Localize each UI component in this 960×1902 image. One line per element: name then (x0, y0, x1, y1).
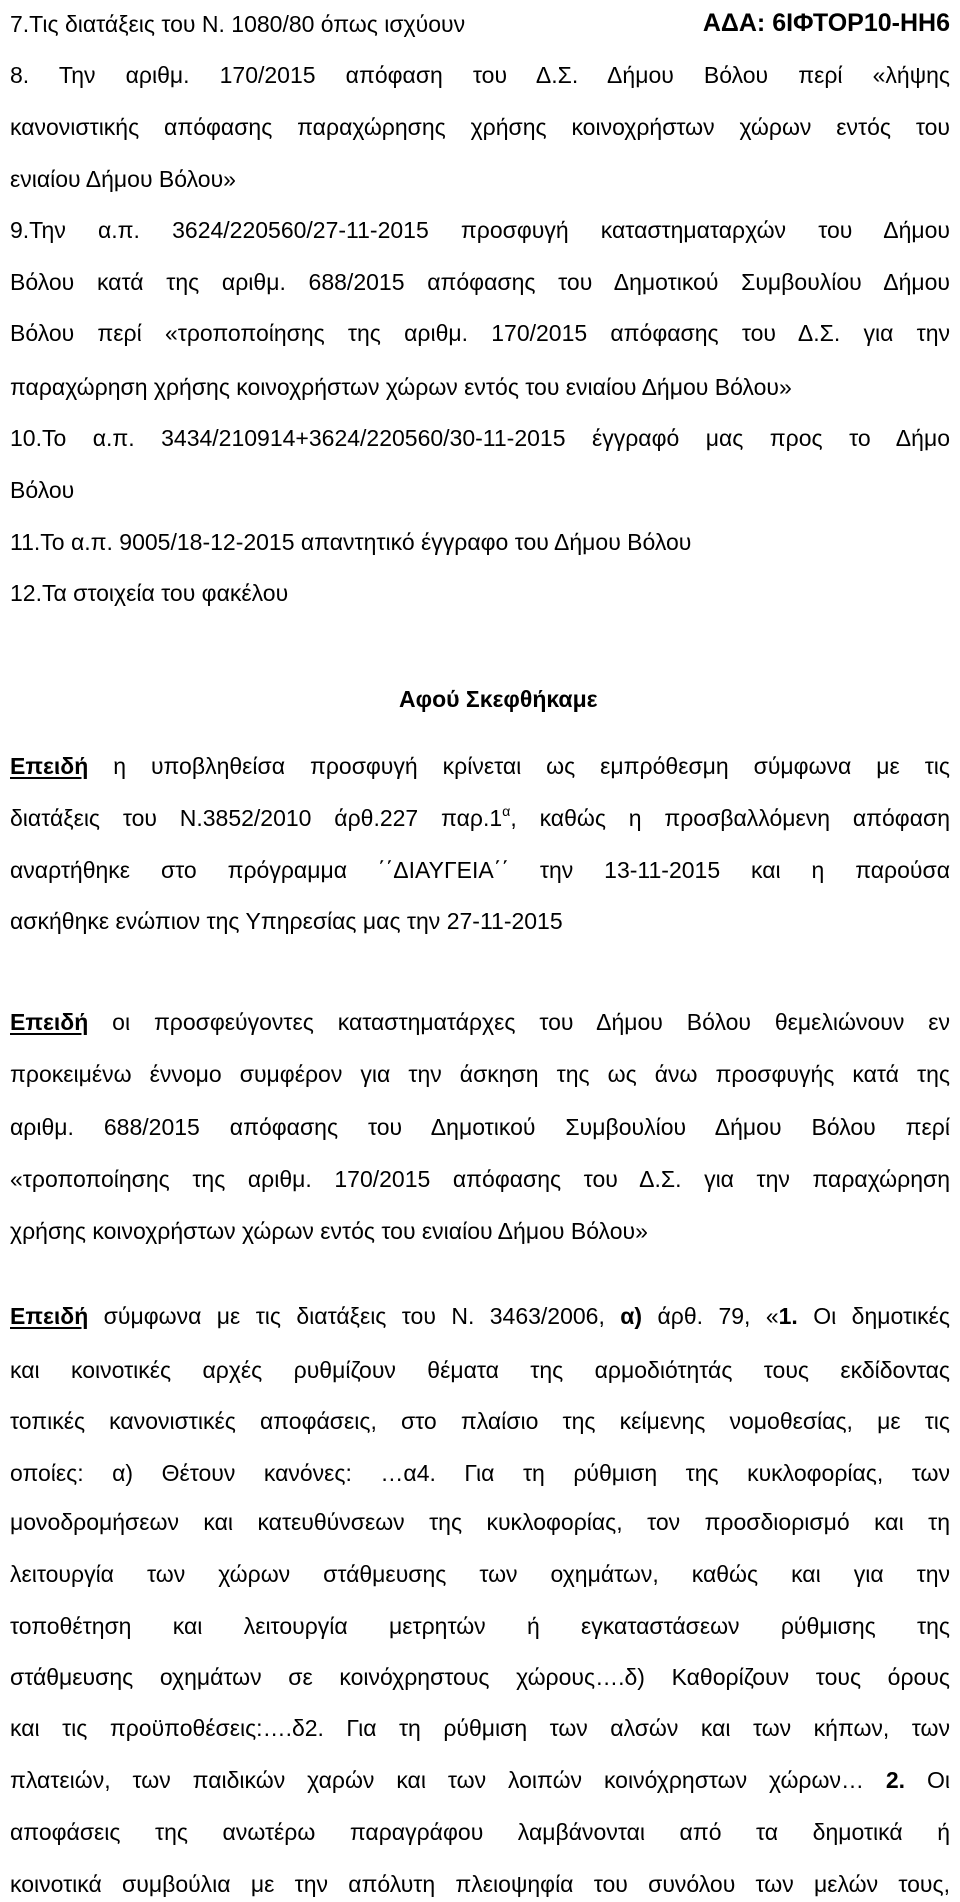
text-run: οι προσφεύγοντες καταστηματάρχες του Δήμου Βόλου θεμελιώνουν εν (88, 1009, 950, 1035)
text-run: κανονιστικής απόφασης παραχώρησης χρήσης κοινοχρήστων χώρων εντός του (10, 114, 950, 140)
text-line (10, 1164, 950, 1194)
text-line (10, 1662, 950, 1692)
text-run: Βόλου (10, 477, 75, 503)
bold-run: Αφού Σκεφθήκαμε (399, 686, 598, 712)
text-line (10, 751, 950, 781)
text-run: Βόλου κατά της αριθμ. 688/2015 απόφασης του Δημοτικού Συμβουλίου Δήμου (10, 269, 950, 295)
text-line (10, 1007, 950, 1037)
text-run: Οι δημοτικές (797, 1303, 950, 1329)
text-line (10, 60, 950, 90)
text-run: κοινοτικά συμβούλια με την απόλυτη πλειοψηφία του συνόλου των μελών τους, (10, 1871, 950, 1897)
text-line (10, 1458, 950, 1488)
bold-run: 1. (778, 1303, 798, 1329)
text-line (10, 164, 236, 194)
text-line (10, 1713, 950, 1743)
text-run: τοποθέτηση και λειτουργία μετρητών ή εγκαταστάσεων ρύθμισης της (10, 1613, 950, 1639)
epeidi-label: Επειδή (10, 753, 89, 779)
text-line (10, 1611, 950, 1641)
text-line (10, 372, 792, 402)
text-line (10, 1059, 950, 1089)
text-line (10, 1817, 950, 1847)
text-run: χρήσης κοινοχρήστων χώρων εντός του ενιαίου Δήμου Βόλου» (10, 1218, 648, 1244)
text-run: τοπικές κανονιστικές αποφάσεις, στο πλαίσιο της κείμενης νομοθεσίας, με τις (10, 1408, 950, 1434)
text-run: λειτουργία των χώρων στάθμευσης των οχημάτων, καθώς και για την (10, 1561, 950, 1587)
text-run: 11.Το α.π. 9005/18-12-2015 απαντητικό έγγραφο του Δήμου Βόλου (10, 529, 692, 555)
text-run: 10.Το α.π. 3434/210914+3624/220560/30-11-2015 έγγραφό μας προς το Δήμο (10, 425, 950, 451)
text-run: η υποβληθείσα προσφυγή κρίνεται ως εμπρόθεσμη σύμφωνα με τις (88, 753, 950, 779)
text-run: , καθώς η προσβαλλόμενη απόφαση (510, 805, 951, 831)
text-run: άρθ. 79, « (642, 1303, 779, 1329)
text-line (10, 215, 950, 245)
text-line (10, 1765, 950, 1795)
text-line (10, 1869, 950, 1899)
text-line (10, 9, 465, 39)
text-line (10, 527, 691, 557)
text-line (10, 1301, 950, 1331)
epeidi-label: Επειδή (10, 1303, 89, 1329)
text-run: «τροποποίησης της αριθμ. 170/2015 απόφασης του Δ.Σ. για την παραχώρηση (10, 1166, 950, 1192)
text-run: ενιαίου Δήμου Βόλου» (10, 166, 236, 192)
text-run: σύμφωνα με τις διατάξεις του Ν. 3463/2006, (88, 1303, 621, 1329)
text-run: διατάξεις του Ν.3852/2010 άρθ.227 παρ.1 (10, 805, 503, 831)
text-line (10, 267, 950, 297)
text-run: ασκήθηκε ενώπιον της Υπηρεσίας μας την 27-11-2015 (10, 908, 563, 934)
text-run: 12.Τα στοιχεία του φακέλου (10, 580, 289, 606)
text-run: Οι (905, 1767, 950, 1793)
text-line (10, 1216, 648, 1246)
text-line (10, 423, 950, 453)
text-line (10, 112, 950, 142)
text-line (10, 475, 74, 505)
text-run: μονοδρομήσεων και κατευθύνσεων της κυκλοφορίας, τον προσδιορισμό και τη (10, 1509, 950, 1535)
text-run: παραχώρηση χρήσης κοινοχρήστων χώρων εντός του ενιαίου Δήμου Βόλου» (10, 374, 792, 400)
epeidi-label: Επειδή (10, 1009, 89, 1035)
text-run: Βόλου περί «τροποποίησης της αριθμ. 170/2015 απόφασης του Δ.Σ. για την (10, 320, 950, 346)
text-run: προκειμένω έννομο συμφέρον για την άσκηση της ως άνω προσφυγής κατά της (10, 1061, 950, 1087)
text-line (10, 1559, 950, 1589)
text-run: αποφάσεις της ανωτέρω παραγράφου λαμβάνονται από τα δημοτικά ή (10, 1819, 950, 1845)
text-run: αναρτήθηκε στο πρόγραμμα ΄΄ΔΙΑΥΓΕΙΑ΄΄ την 13-11-2015 και η παρούσα (10, 857, 950, 883)
text-line (10, 1112, 950, 1142)
text-line (10, 803, 950, 833)
text-line (10, 1355, 950, 1385)
superscript-run: α (502, 804, 511, 821)
ada-code: ΑΔΑ: 6ΙΦΤΟΡ10-ΗΗ6 (702, 9, 950, 37)
text-line (10, 1406, 950, 1436)
text-run: 8. Την αριθμ. 170/2015 απόφαση του Δ.Σ. Δήμου Βόλου περί «λήψης (10, 62, 950, 88)
text-run: 9.Την α.π. 3624/220560/27-11-2015 προσφυγή καταστηματαρχών του Δήμου (10, 217, 950, 243)
text-run: 7.Τις διατάξεις του Ν. 1080/80 όπως ισχύουν (10, 11, 466, 37)
bold-run: 2. (885, 1767, 906, 1793)
text-line (10, 578, 288, 608)
text-run: αριθμ. 688/2015 απόφασης του Δημοτικού Συμβουλίου Δήμου Βόλου περί (10, 1114, 950, 1140)
text-line (10, 906, 563, 936)
section-heading (399, 684, 598, 714)
text-run: πλατειών, των παιδικών χαρών και των λοιπών κοινόχρηστων χώρων… (10, 1767, 886, 1793)
text-run: και κοινοτικές αρχές ρυθμίζουν θέματα της αρμοδιότητάς τους εκδίδοντας (10, 1357, 950, 1383)
text-run: οποίες: α) Θέτουν κανόνες: …α4. Για τη ρύθμιση της κυκλοφορίας, των (10, 1460, 950, 1486)
text-line (10, 318, 950, 348)
text-run: και τις προϋποθέσεις:….δ2. Για τη ρύθμιση των αλσών και των κήπων, των (10, 1715, 950, 1741)
text-line (10, 855, 950, 885)
text-line (10, 1507, 950, 1537)
bold-run: α) (620, 1303, 643, 1329)
text-run: στάθμευσης οχημάτων σε κοινόχρηστους χώρους….δ) Καθορίζουν τους όρους (10, 1664, 950, 1690)
